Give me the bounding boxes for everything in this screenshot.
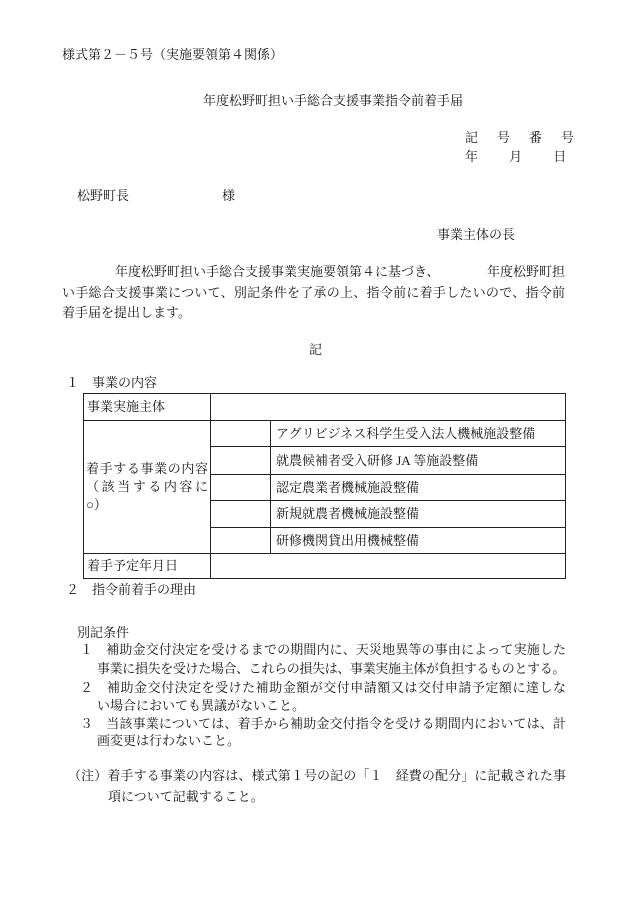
condition-line: ２ 補助金交付決定を受けた補助金額が交付申請額又は交付申請予定額に達しな: [80, 680, 566, 695]
table-row: [84, 394, 566, 421]
option-text: アグリビジネス科学生受入法人機械施設整備: [271, 421, 566, 447]
body-line: 着手届を提出します。: [62, 305, 191, 320]
form-number: 様式第２－５号（実施要領第４関係）: [62, 47, 284, 62]
content-label-line: （該当する内容に: [86, 479, 208, 494]
option-text: 研修機関貸出用機械整備: [271, 528, 566, 554]
addressee-honorific: 様: [222, 188, 236, 203]
option-mark-cell: [211, 447, 271, 475]
reference-number-label: 記 号 番 号: [465, 130, 578, 145]
conditions-heading: 別記条件: [77, 625, 130, 640]
table-row: [84, 554, 566, 579]
section1-heading: １ 事業の内容: [66, 375, 158, 390]
condition-line: い場合においても異議がないこと。: [97, 698, 306, 713]
condition-line: １ 補助金交付決定を受けるまでの期間内に、天災地異等の事由によって実施した: [80, 642, 566, 657]
start-date-label: 着手予定年月日: [84, 554, 211, 579]
option-text: 就農候補者受入研修 JA 等施設整備: [271, 447, 566, 475]
content-label-line: 着手する事業の内容: [86, 461, 208, 476]
business-content-table: [83, 393, 566, 579]
body-line: 年度松野町担い手総合支援事業実施要領第４に基づき、: [115, 264, 440, 279]
option-text: 新規就農者機械施設整備: [271, 501, 566, 528]
ki-heading: 記: [309, 342, 323, 357]
content-label-cell: [84, 421, 211, 554]
implementer-label: 事業実施主体: [84, 394, 211, 421]
condition-line: ３ 当該事業については、着手から補助金交付指令を受ける期間内においては、計: [80, 716, 566, 731]
condition-line: 画変更は行わないこと。: [97, 733, 241, 748]
start-date-value-cell: [211, 554, 566, 579]
note-line: （注）着手する事業の内容は、様式第１号の記の「１ 経費の配分」に記載された事: [68, 768, 566, 783]
content-label-line: ○）: [86, 497, 107, 512]
option-text: 認定農業者機械施設整備: [271, 475, 566, 501]
date-label: 年 月 日: [465, 149, 568, 164]
body-line: い手総合支援事業について、別記条件を了承の上、指令前に着手したいので、指令前: [62, 285, 565, 300]
section2-heading: ２ 指令前着手の理由: [66, 582, 197, 597]
addressee-name: 松野町長: [77, 188, 130, 203]
document-title: 年度松野町担い手総合支援事業指令前着手届: [203, 93, 464, 108]
condition-line: 事業に損失を受けた場合、これらの損失は、事業実施主体が負担するものとする。: [97, 661, 566, 676]
sender-title: 事業主体の長: [437, 227, 516, 242]
option-mark-cell: [211, 528, 271, 554]
option-mark-cell: [211, 475, 271, 501]
note-line: 項について記載すること。: [108, 789, 264, 804]
option-mark-cell: [211, 501, 271, 528]
implementer-value-cell: [211, 394, 566, 421]
option-mark-cell: [211, 421, 271, 447]
body-line: 年度松野町担: [487, 264, 566, 279]
table-row: [84, 421, 566, 447]
